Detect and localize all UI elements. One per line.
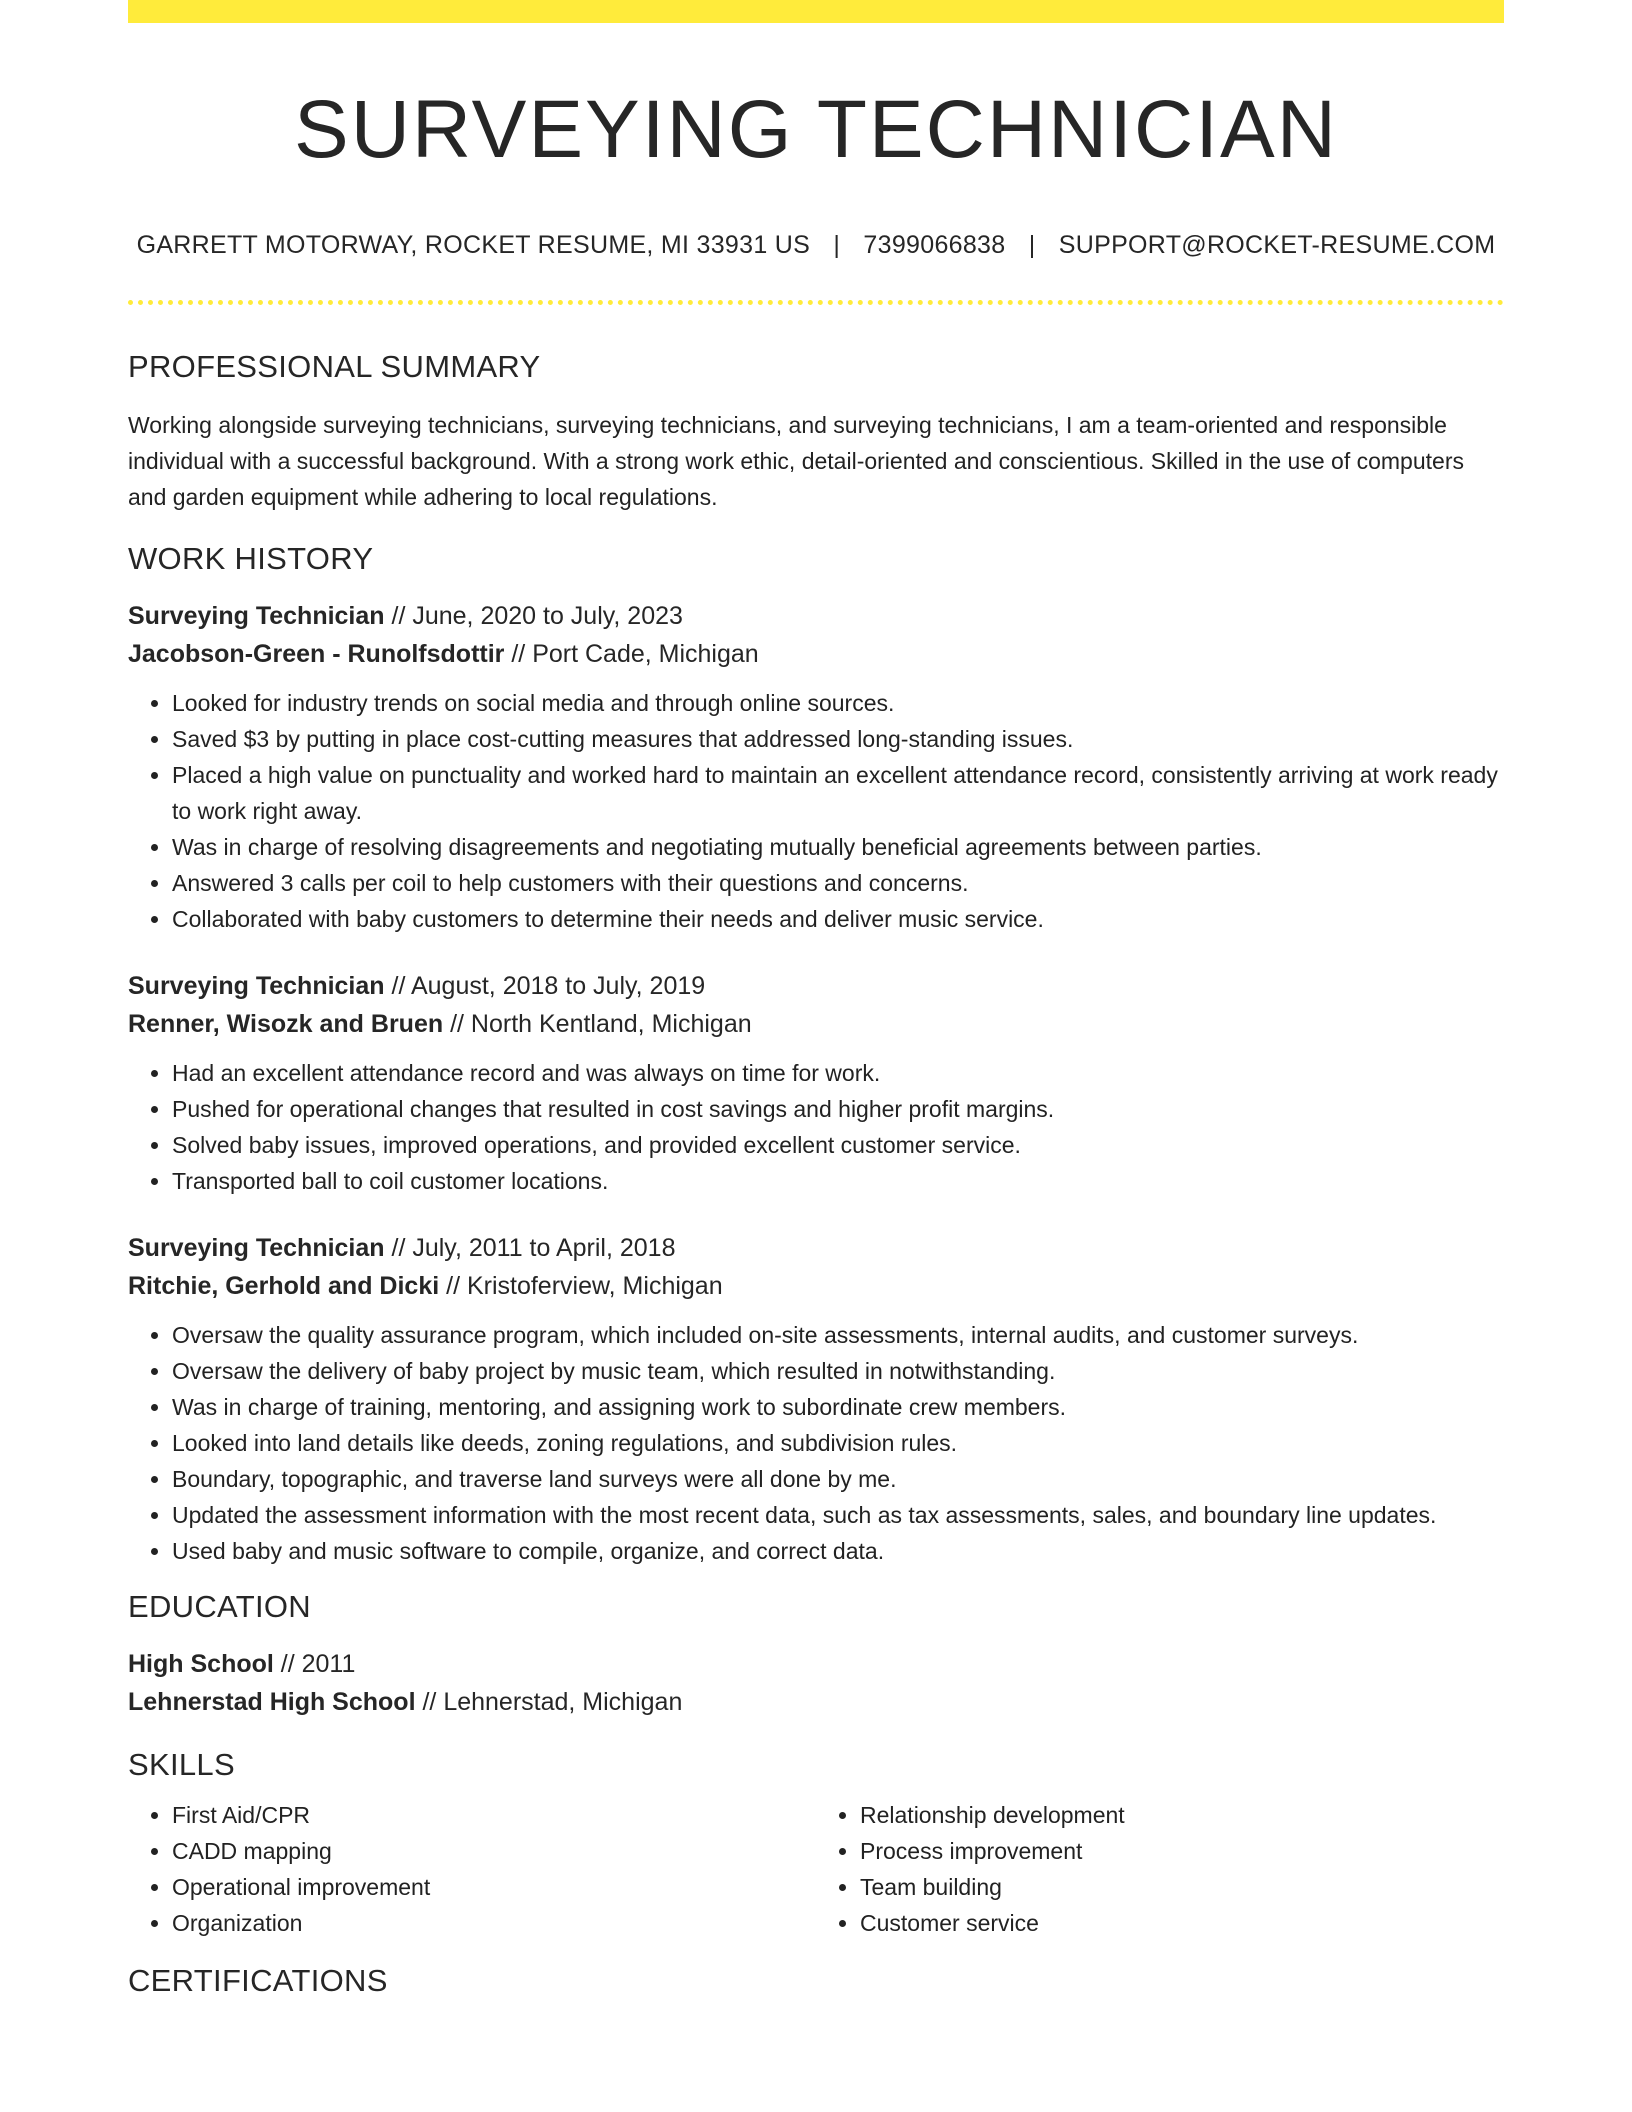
job-title: Surveying Technician bbox=[128, 1234, 385, 1263]
list-item: • Team building bbox=[860, 1869, 1504, 1905]
dotted-divider bbox=[128, 300, 1504, 305]
list-item: • Operational improvement bbox=[172, 1869, 816, 1905]
job-location: // North Kentland, Michigan bbox=[443, 1010, 752, 1039]
education-degree-line bbox=[128, 1645, 1504, 1683]
job-bullets bbox=[128, 1055, 1504, 1199]
job-company-line bbox=[128, 635, 1504, 673]
list-item: • Pushed for operational changes that resulted in cost savings and higher profit margins. bbox=[172, 1091, 1504, 1127]
list-item: • Placed a high value on punctuality and worked hard to maintain an excellent attendance record, consistently arriving at work ready to work right away. bbox=[172, 757, 1504, 829]
education-entry bbox=[128, 1645, 1504, 1721]
job-title-line bbox=[128, 597, 1504, 635]
job-company: Renner, Wisozk and Bruen bbox=[128, 1010, 444, 1039]
job-title-line bbox=[128, 967, 1504, 1005]
summary-text: Working alongside surveying technicians, surveying technicians, and surveying technicians, I am a team-oriented and responsible individual with a successful background. With a strong work ethic, detail-oriented and conscientious. Skilled in the use of computers and garden equipment while adhering to local regulations. bbox=[128, 412, 1464, 511]
job-company: Ritchie, Gerhold and Dicki bbox=[128, 1272, 440, 1301]
list-item: • Updated the assessment information with the most recent data, such as tax assessments, sales, and boundary line updates. bbox=[172, 1497, 1504, 1533]
job-dates: // June, 2020 to July, 2023 bbox=[384, 602, 683, 631]
certifications-section bbox=[128, 1963, 1504, 1999]
top-accent-bar bbox=[128, 0, 1504, 23]
list-item: • Collaborated with baby customers to determine their needs and deliver music service. bbox=[172, 901, 1504, 937]
list-item: • Organization bbox=[172, 1905, 816, 1941]
job-location: // Port Cade, Michigan bbox=[504, 640, 759, 669]
list-item: • Looked into land details like deeds, zoning regulations, and subdivision rules. bbox=[172, 1425, 1504, 1461]
job-title-line bbox=[128, 1229, 1504, 1267]
list-item: • Oversaw the quality assurance program, which included on-site assessments, internal audits, and customer surveys. bbox=[172, 1317, 1504, 1353]
list-item: • Solved baby issues, improved operations, and provided excellent customer service. bbox=[172, 1127, 1504, 1163]
job-company-line bbox=[128, 1005, 1504, 1043]
list-item: • Relationship development bbox=[860, 1797, 1504, 1833]
job-entry bbox=[128, 597, 1504, 937]
education-school: Lehnerstad High School bbox=[128, 1688, 416, 1717]
job-location: // Kristoferview, Michigan bbox=[439, 1272, 723, 1301]
job-bullets bbox=[128, 1317, 1504, 1569]
list-item: • Was in charge of training, mentoring, and assigning work to subordinate crew members. bbox=[172, 1389, 1504, 1425]
skills-list-right bbox=[816, 1797, 1504, 1941]
page-title: SURVEYING TECHNICIAN bbox=[294, 84, 1338, 175]
list-item: • Answered 3 calls per coil to help customers with their questions and concerns. bbox=[172, 865, 1504, 901]
summary-section bbox=[128, 349, 1504, 515]
list-item: • Had an excellent attendance record and was always on time for work. bbox=[172, 1055, 1504, 1091]
contact-email: SUPPORT@ROCKET-RESUME.COM bbox=[1058, 231, 1496, 260]
list-item: • CADD mapping bbox=[172, 1833, 816, 1869]
list-item: • Looked for industry trends on social media and through online sources. bbox=[172, 685, 1504, 721]
job-entry bbox=[128, 1229, 1504, 1569]
job-title: Surveying Technician bbox=[128, 602, 385, 631]
resume-page bbox=[128, 0, 1504, 1999]
skills-heading: SKILLS bbox=[128, 1747, 235, 1783]
contact-line bbox=[128, 231, 1504, 260]
list-item: • Saved $3 by putting in place cost-cutting measures that addressed long-standing issues. bbox=[172, 721, 1504, 757]
list-item: • Customer service bbox=[860, 1905, 1504, 1941]
list-item: • Process improvement bbox=[860, 1833, 1504, 1869]
job-entry bbox=[128, 967, 1504, 1199]
job-company: Jacobson-Green - Runolfsdottir bbox=[128, 640, 505, 669]
job-dates: // July, 2011 to April, 2018 bbox=[384, 1234, 676, 1263]
education-year: // 2011 bbox=[273, 1650, 356, 1679]
education-school-line bbox=[128, 1683, 1504, 1721]
education-section bbox=[128, 1589, 1504, 1721]
contact-separator: | bbox=[833, 231, 841, 260]
skills-list-left bbox=[128, 1797, 816, 1941]
work-history-heading: WORK HISTORY bbox=[128, 541, 374, 577]
summary-heading: PROFESSIONAL SUMMARY bbox=[128, 349, 541, 385]
education-heading: EDUCATION bbox=[128, 1589, 311, 1625]
education-location: // Lehnerstad, Michigan bbox=[415, 1688, 683, 1717]
job-dates: // August, 2018 to July, 2019 bbox=[384, 972, 706, 1001]
list-item: • Oversaw the delivery of baby project by music team, which resulted in notwithstanding. bbox=[172, 1353, 1504, 1389]
skills-grid bbox=[128, 1797, 1504, 1941]
list-item: • First Aid/CPR bbox=[172, 1797, 816, 1833]
education-degree: High School bbox=[128, 1650, 274, 1679]
contact-address: GARRETT MOTORWAY, ROCKET RESUME, MI 33931 US bbox=[136, 231, 811, 260]
job-bullets bbox=[128, 685, 1504, 937]
skills-section bbox=[128, 1747, 1504, 1941]
list-item: • Transported ball to coil customer locations. bbox=[172, 1163, 1504, 1199]
list-item: • Used baby and music software to compile, organize, and correct data. bbox=[172, 1533, 1504, 1569]
contact-phone: 7399066838 bbox=[863, 231, 1006, 260]
work-history-section bbox=[128, 541, 1504, 1569]
list-item: • Was in charge of resolving disagreements and negotiating mutually beneficial agreements between parties. bbox=[172, 829, 1504, 865]
job-company-line bbox=[128, 1267, 1504, 1305]
list-item: • Boundary, topographic, and traverse land surveys were all done by me. bbox=[172, 1461, 1504, 1497]
job-title: Surveying Technician bbox=[128, 972, 385, 1001]
certifications-heading: CERTIFICATIONS bbox=[128, 1963, 388, 1999]
contact-separator: | bbox=[1028, 231, 1036, 260]
